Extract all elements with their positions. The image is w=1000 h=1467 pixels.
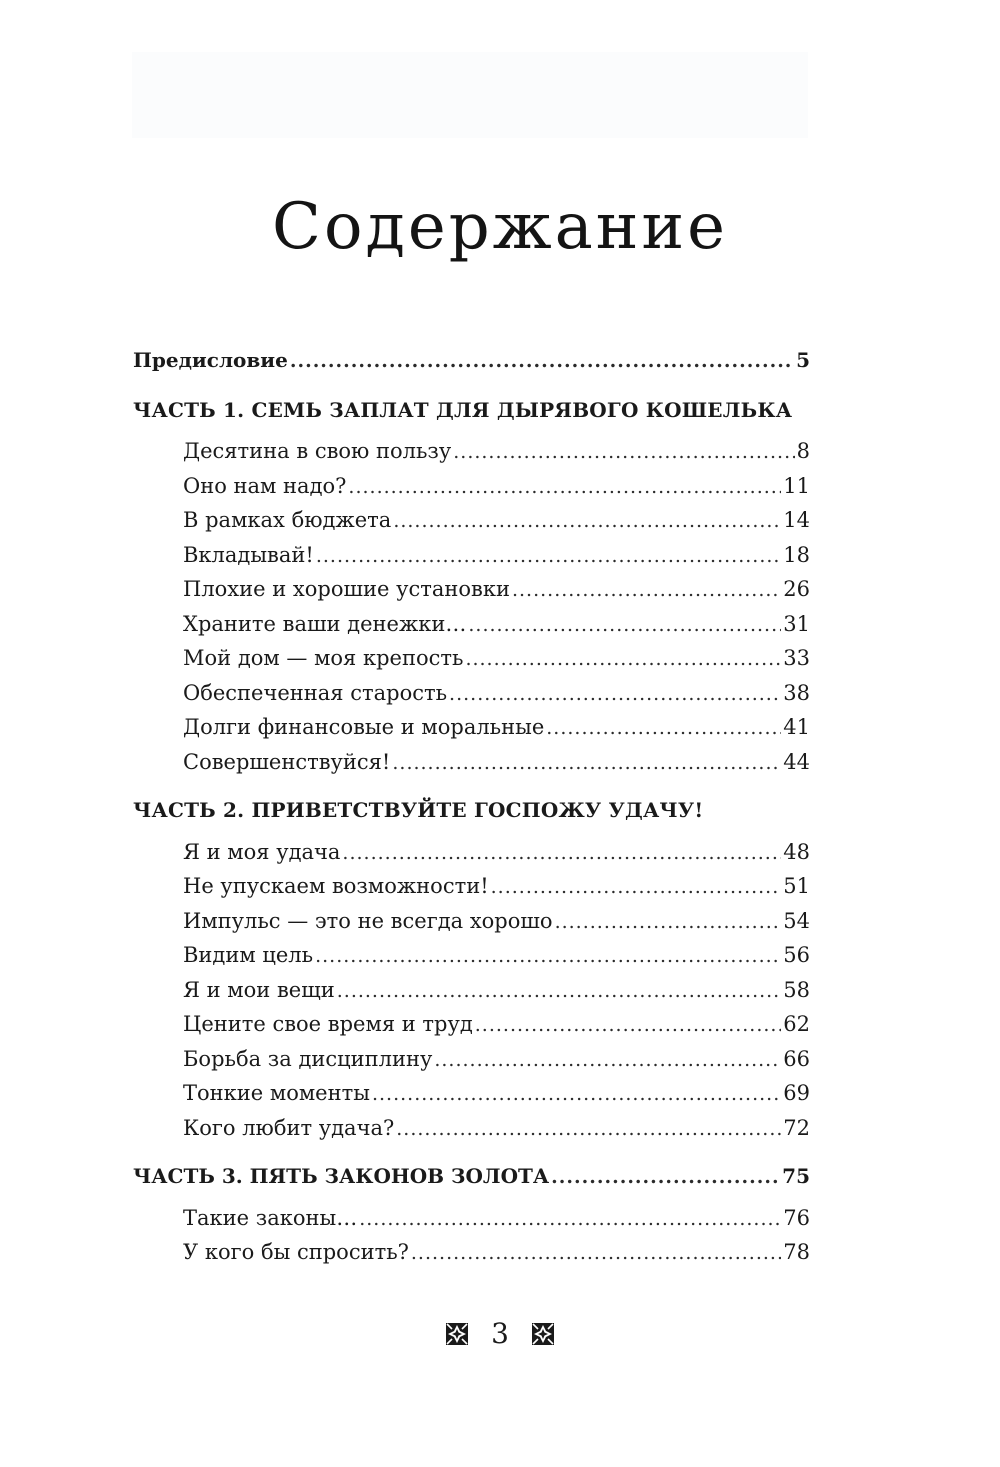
dot-leader	[396, 1114, 781, 1144]
dot-leader	[475, 1010, 782, 1040]
toc-entry-page: 72	[783, 1116, 810, 1140]
dot-leader	[465, 644, 781, 674]
part-3-heading[interactable]	[133, 1161, 810, 1191]
toc-entry-label: Импульс — это не всегда хорошо	[183, 909, 553, 933]
dot-leader	[392, 748, 781, 778]
dot-leader	[315, 941, 781, 971]
dot-leader	[551, 1162, 780, 1192]
toc-entry-label: Тонкие моменты	[183, 1081, 370, 1105]
toc-entry[interactable]	[183, 678, 810, 708]
dot-leader	[372, 1079, 781, 1109]
dot-leader	[453, 437, 794, 467]
toc-entry-label: Плохие и хорошие установки	[183, 577, 510, 601]
dot-leader	[290, 346, 794, 376]
dot-leader	[555, 907, 782, 937]
toc-entry[interactable]	[183, 436, 810, 466]
toc-entry[interactable]	[183, 471, 810, 501]
toc-entry-page: 11	[783, 474, 810, 498]
toc-entry-page: 14	[783, 508, 810, 532]
toc-entry-label: Мой дом — моя крепость	[183, 646, 464, 670]
toc-entry[interactable]	[183, 1044, 810, 1074]
toc-entry-page: 8	[796, 439, 810, 463]
toc-entry[interactable]	[183, 712, 810, 742]
part-2-heading[interactable]: ЧАСТЬ 2. ПРИВЕТСТВУЙТЕ ГОСПОЖУ УДАЧУ!	[133, 798, 704, 822]
toc-entry-label: Предисловие	[133, 348, 288, 372]
toc-entry[interactable]	[183, 940, 810, 970]
toc-entry-label: В рамках бюджета	[183, 508, 392, 532]
toc-entry[interactable]	[183, 574, 810, 604]
toc-entry[interactable]	[183, 643, 810, 673]
toc-entry-label: Цените свое время и труд	[183, 1012, 473, 1036]
toc-entry-label: Оно нам надо?	[183, 474, 347, 498]
toc-entry-label: Совершенствуйся!	[183, 750, 391, 774]
dot-leader	[411, 1238, 781, 1268]
toc-entry-page: 48	[783, 840, 810, 864]
dot-leader	[468, 610, 781, 640]
toc-entry[interactable]	[183, 609, 810, 639]
dot-leader	[449, 679, 781, 709]
toc-entry[interactable]	[183, 1009, 810, 1039]
toc-entry-page: 76	[783, 1206, 810, 1230]
dot-leader	[546, 713, 781, 743]
toc-entry-page: 66	[783, 1047, 810, 1071]
part-1-heading[interactable]: ЧАСТЬ 1. СЕМЬ ЗАПЛАТ ДЛЯ ДЫРЯВОГО КОШЕЛЬКА	[133, 398, 793, 422]
dot-leader	[491, 872, 782, 902]
toc-entry[interactable]	[183, 837, 810, 867]
toc-entry-page: 38	[783, 681, 810, 705]
toc-entry[interactable]	[183, 975, 810, 1005]
toc-entry-page: 51	[783, 874, 810, 898]
toc-entry[interactable]	[183, 540, 810, 570]
toc-entry[interactable]	[183, 1203, 810, 1233]
toc-entry-page: 31	[783, 612, 810, 636]
dot-leader	[393, 506, 781, 536]
toc-entry-label: У кого бы спросить?	[183, 1240, 409, 1264]
toc-entry-label: Кого любит удача?	[183, 1116, 395, 1140]
toc-entry-page: 78	[783, 1240, 810, 1264]
toc-entry-page: 26	[783, 577, 810, 601]
dot-leader	[512, 575, 781, 605]
toc-entry-page: 41	[783, 715, 810, 739]
toc-entry-label: Такие законы…	[183, 1206, 358, 1230]
dot-leader	[348, 472, 781, 502]
toc-entry-label: Обеспеченная старость	[183, 681, 448, 705]
toc-entry-label: Долги финансовые и моральные	[183, 715, 545, 739]
page-folio	[0, 1318, 1000, 1350]
toc-entry-page: 5	[796, 348, 810, 372]
toc-entry[interactable]	[183, 1237, 810, 1267]
celtic-knot-icon	[531, 1322, 555, 1346]
dot-leader	[434, 1045, 781, 1075]
toc-entry-label: Борьба за дисциплину	[183, 1047, 433, 1071]
toc-entry-label: ЧАСТЬ 3. ПЯТЬ ЗАКОНОВ ЗОЛОТА	[133, 1164, 550, 1188]
toc-entry-page: 58	[783, 978, 810, 1002]
toc-entry-page: 56	[783, 943, 810, 967]
toc-entry[interactable]	[183, 1113, 810, 1143]
celtic-knot-icon	[445, 1322, 469, 1346]
toc-entry-label: Десятина в свою пользу	[183, 439, 452, 463]
dot-leader	[359, 1204, 781, 1234]
toc-entry[interactable]	[183, 747, 810, 777]
dot-leader	[316, 541, 781, 571]
toc-entry-preface[interactable]	[133, 345, 810, 375]
toc-entry-page: 75	[782, 1164, 810, 1188]
toc-entry-label: Не упускаем возможности!	[183, 874, 489, 898]
dot-leader	[337, 976, 782, 1006]
toc-entry-page: 18	[783, 543, 810, 567]
toc-entry-label: Я и мои вещи	[183, 978, 335, 1002]
top-margin-band	[132, 52, 808, 138]
toc-entry[interactable]	[183, 906, 810, 936]
toc-entry[interactable]	[183, 1078, 810, 1108]
page-title: Содержание	[272, 190, 728, 264]
toc-entry-label: Храните ваши денежки…	[183, 612, 467, 636]
toc-entry-label: Вкладывай!	[183, 543, 314, 567]
toc-entry-page: 54	[783, 909, 810, 933]
toc-entry-page: 62	[783, 1012, 810, 1036]
toc-entry[interactable]	[183, 871, 810, 901]
dot-leader	[342, 838, 781, 868]
page-number: 3	[491, 1317, 509, 1350]
toc-entry-page: 44	[783, 750, 810, 774]
toc-entry-label: Я и моя удача	[183, 840, 341, 864]
toc-entry-page: 33	[783, 646, 810, 670]
toc-entry-page: 69	[783, 1081, 810, 1105]
toc-entry-label: Видим цель	[183, 943, 314, 967]
toc-entry[interactable]	[183, 505, 810, 535]
